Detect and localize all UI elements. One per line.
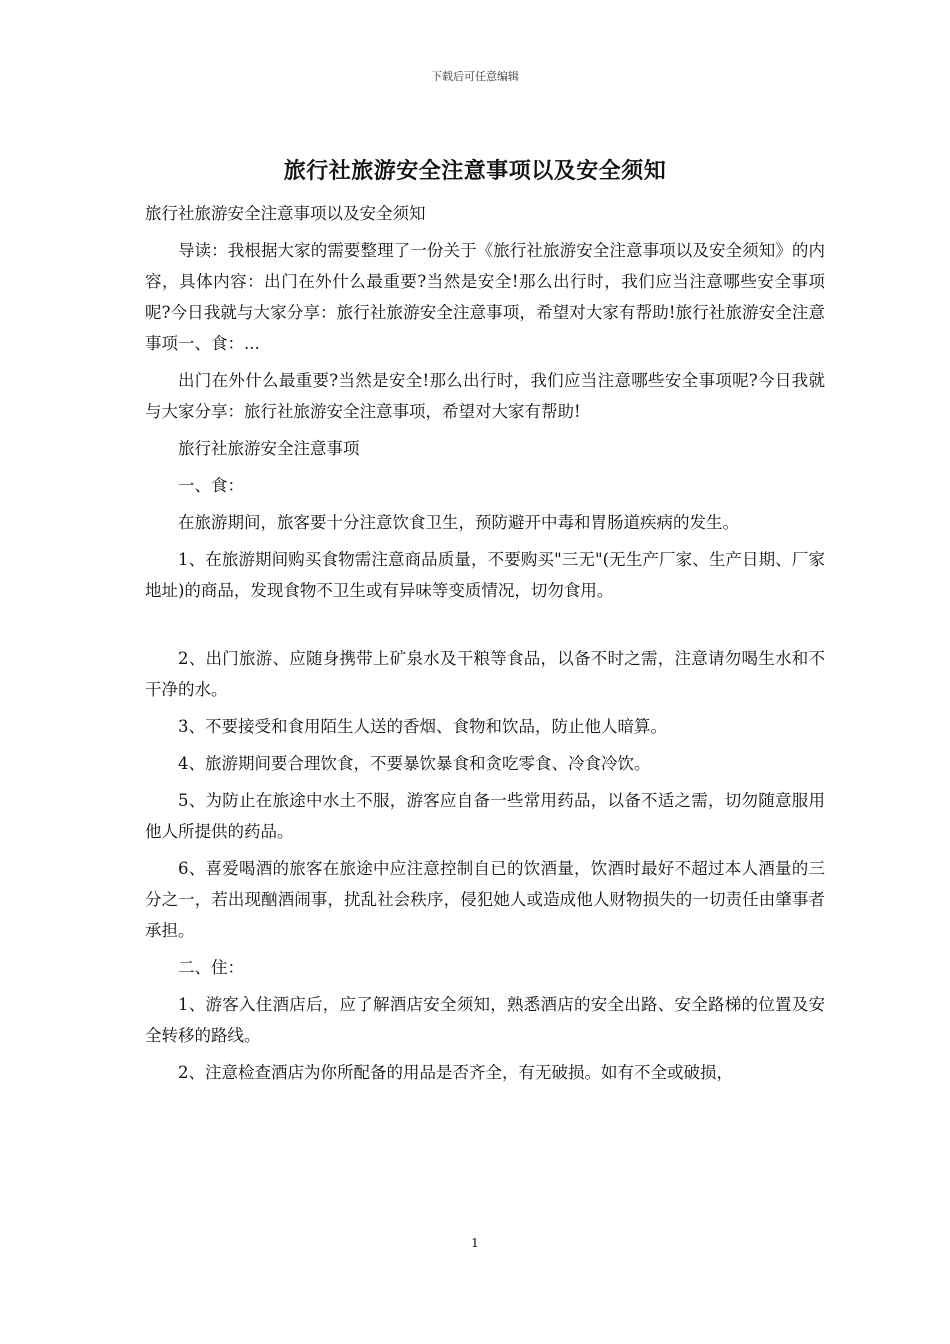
page-number: 1 bbox=[471, 1236, 479, 1250]
subtitle-paragraph: 旅行社旅游安全注意事项以及安全须知 bbox=[145, 204, 426, 223]
list-item: 6、喜爱喝酒的旅客在旅途中应注意控制自已的饮酒量，饮酒时最好不超过本人酒量的三分之一，若出现酗酒闹事，扰乱社会秩序，侵犯她人或造成他人财物损失的一切责任由肇事者承担。 bbox=[145, 859, 825, 940]
list-item: 2、注意检查酒店为你所配备的用品是否齐全，有无破损。如有不全或破损， bbox=[178, 1063, 733, 1082]
list-item: 2、出门旅游、应随身携带上矿泉水及干粮等食品，以备不时之需，注意请勿喝生水和不干净的水。 bbox=[145, 649, 825, 699]
document-body bbox=[145, 198, 825, 1094]
section-heading-lodging: 二、住： bbox=[178, 958, 244, 977]
list-item: 4、旅游期间要合理饮食，不要暴饮暴食和贪吃零食、冷食冷饮。 bbox=[178, 754, 651, 773]
list-item: 5、为防止在旅途中水土不服，游客应自备一些常用药品，以备不适之需，切勿随意服用他人所提供的药品。 bbox=[145, 791, 825, 841]
list-item: 1、游客入住酒店后，应了解酒店安全须知，熟悉酒店的安全出路、安全路梯的位置及安全转移的路线。 bbox=[145, 995, 825, 1045]
body-paragraph: 出门在外什么最重要?当然是安全!那么出行时，我们应当注意哪些安全事项呢?今日我就与大家分享：旅行社旅游安全注意事项，希望对大家有帮助! bbox=[145, 371, 825, 421]
list-item: 3、不要接受和食用陌生人送的香烟、食物和饮品，防止他人暗算。 bbox=[178, 717, 667, 736]
section-heading-food: 一、食： bbox=[178, 476, 244, 495]
body-paragraph: 在旅游期间，旅客要十分注意饮食卫生，预防避开中毒和胃肠道疾病的发生。 bbox=[178, 513, 739, 532]
intro-paragraph: 导读：我根据大家的需要整理了一份关于《旅行社旅游安全注意事项以及安全须知》的内容，具体内容：出门在外什么最重要?当然是安全!那么出行时，我们应当注意哪些安全事项呢?今日我就与大家分享：旅行社旅游安全注意事项，希望对大家有帮助!旅行社旅游安全注意事项一、食：... bbox=[145, 241, 825, 353]
section-heading: 旅行社旅游安全注意事项 bbox=[178, 439, 360, 458]
list-item: 1、在旅游期间购买食物需注意商品质量，不要购买"三无"(无生产厂家、生产日期、厂家地址)的商品，发现食物不卫生或有异味等变质情况，切勿食用。 bbox=[145, 550, 825, 600]
document-title: 旅行社旅游安全注意事项以及安全须知 bbox=[283, 158, 667, 184]
header-note: 下载后可任意编辑 bbox=[431, 70, 519, 83]
